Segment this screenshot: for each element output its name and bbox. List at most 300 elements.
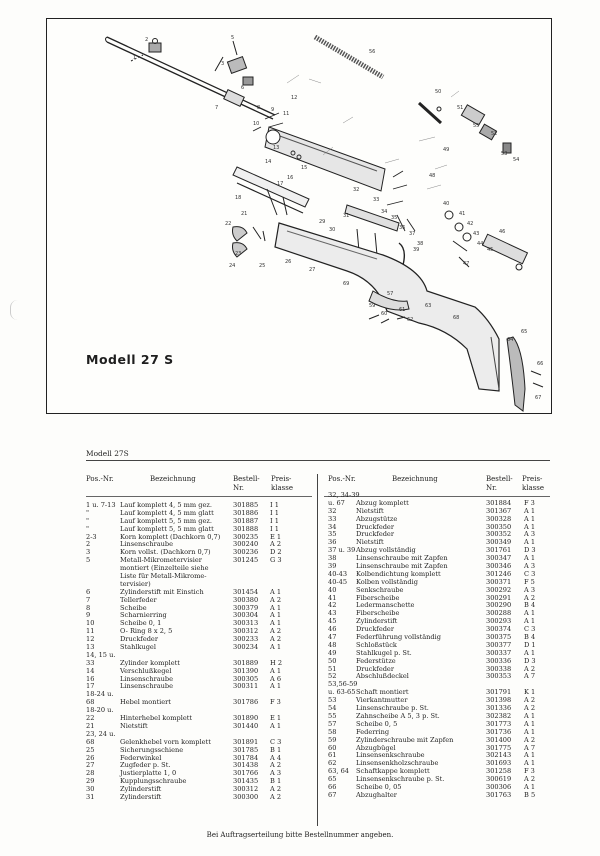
header-pos-right: Pos.-Nr. [328,475,356,483]
callout-number: 33 [373,197,380,203]
callout-number: 34 [381,209,388,215]
callout-number: 51 [457,105,464,111]
callout-number: 25 [259,263,266,269]
name-cell: Federstütze [356,656,396,665]
title-rule [86,460,550,461]
name-cell: Zylinderstift [120,792,162,801]
name-cell: Zylinderschraube mit Zapfen [356,735,454,744]
callout-number: 9 [271,107,275,113]
pos-cell: 49 [328,648,337,657]
callout-number: 41 [459,211,466,217]
name-cell: Zylinder komplett [120,658,180,667]
callout-number: 39 [413,247,420,253]
binding-mark [10,300,25,320]
callout-number: 46 [499,229,506,235]
name-cell: Abschlußdeckel [356,672,409,681]
price-class-cell: A 1 [524,554,536,563]
order-number-cell: 300347 [486,554,512,563]
pos-cell: 41 [328,593,337,602]
price-class-cell: A 2 [524,735,536,744]
order-number-cell: 300380 [233,595,259,604]
name-cell: Federring [356,727,390,736]
price-class-cell: A 2 [270,792,282,801]
name-cell: Hebel montiert [120,698,171,707]
pos-cell: 31 [86,792,95,801]
model-label: Modell 27 S [86,352,174,367]
name-cell: Linsensenkschraube [356,751,425,760]
callout-number: 11 [283,111,290,117]
name-cell: Scheibe [120,603,147,612]
pos-cell: 63, 64 [328,767,349,776]
order-number-cell: 300304 [233,611,259,620]
name-cell: Zylinderstift [120,785,162,794]
order-number-cell: 301890 [233,714,259,723]
name-cell: Linsensenkholzschraube [356,759,439,768]
name-cell: Justierplatte 1, 0 [120,769,177,778]
name-cell: Linsensenkschraube p. St. [356,775,445,784]
name-cell: Druckfeder [356,530,394,539]
pos-cell: 60 [328,743,337,752]
pos-cell: " [86,516,90,525]
pos-cell: 1 u. 7-13 [86,501,116,509]
pos-cell: 17 [86,682,95,691]
price-class-cell: B 4 [524,633,536,642]
callout-number: 53 [501,151,508,157]
pos-cell: 32, 34-39 [328,491,360,499]
price-class-cell: A 1 [524,522,536,531]
pos-cell: 11 [86,627,95,636]
name-cell: Tellerfeder [120,595,157,604]
pos-cell: 40-45 [328,577,348,586]
pos-cell: 45 [328,617,337,626]
name-cell: tervisier) [120,579,151,588]
table-row [86,794,312,802]
price-class-cell: B 1 [270,777,282,786]
name-cell: Abzug vollständig [356,546,416,555]
name-cell: Schaft montiert [356,688,409,697]
price-class-cell: B 4 [524,601,536,610]
pos-cell: 21 [86,721,95,730]
callout-number: 5 [231,35,235,41]
pos-cell: 33 [328,514,337,523]
callout-number: 10 [253,121,260,127]
callout-number: 18 [235,195,242,201]
pos-cell: " [86,524,90,533]
piston-part [445,211,527,270]
price-class-cell: A 2 [270,540,282,549]
pos-cell: 37 u. 39 [328,546,356,555]
price-class-cell: A 2 [524,696,536,705]
header-price-right: Preis- klasse [522,475,544,492]
table-row [328,673,554,681]
callout-number: 13 [273,145,280,151]
price-class-cell: A 1 [270,611,282,620]
pos-cell: 26 [86,753,95,762]
callout-number: 21 [241,211,248,217]
order-number-cell: 301398 [486,696,512,705]
pos-cell: 59 [328,735,337,744]
price-class-cell: A 3 [270,769,282,778]
name-cell: Ledermanschette [356,601,415,610]
callout-number: 56 [369,49,376,55]
price-class-cell: K 1 [524,688,536,697]
order-number-cell: 300371 [486,577,512,586]
pos-cell: 8 [86,603,91,612]
callout-number: 37 [409,231,416,237]
price-class-cell: A 1 [270,682,282,691]
pos-cell: 2 [86,540,91,549]
callout-number: 59 [369,303,376,309]
name-cell: Liste für Metall-Mikrome- [120,572,207,581]
order-number-cell: 301886 [233,508,259,517]
order-number-cell: 300350 [486,522,512,531]
pos-cell: 28 [86,769,95,778]
name-cell: Abzugstütze [356,514,398,523]
price-class-cell: H 2 [270,658,283,667]
callout-number: 65 [521,329,528,335]
price-class-cell: A 2 [524,664,536,673]
callout-number: 27 [309,267,316,273]
order-number-cell: 301400 [486,735,512,744]
name-cell: Gelenkhebel vorn komplett [120,737,211,746]
name-cell: Schaftkappe komplett [356,767,430,776]
price-class-cell: E 1 [270,532,282,541]
callout-number: 17 [277,181,284,187]
pos-cell: 6 [86,587,91,596]
pos-cell: 39 [328,562,337,571]
name-cell: Lauf komplett 5, 5 mm glatt [120,524,214,533]
order-number-cell: 301736 [486,727,512,736]
price-class-cell: A 1 [270,587,282,596]
pos-cell: 12 [86,635,95,644]
order-number-cell: 300240 [233,540,259,549]
name-cell: Stahlkugel p. St. [356,648,412,657]
callout-number: 26 [285,259,292,265]
price-class-cell: F 3 [524,498,535,507]
order-number-cell: 300337 [486,648,512,657]
callout-number: 22 [225,221,232,227]
name-cell: Linsenschraube [120,674,174,683]
pos-cell: 40 [328,585,337,594]
order-number-cell: 301791 [486,688,512,697]
order-number-cell: 301884 [486,498,512,507]
order-number-cell: 300234 [233,643,259,652]
parts-table-left [86,502,312,802]
order-number-cell: 301784 [233,753,259,762]
callout-number: 62 [407,317,414,323]
pos-cell: 38 [328,554,337,563]
mainspring-part [315,37,383,77]
order-number-cell: 300300 [233,792,259,801]
callout-number: 69 [343,281,350,287]
order-number-cell: 301761 [486,546,512,555]
callout-number: 6 [241,85,245,91]
callout-number: 16 [287,175,294,181]
pos-cell: 55 [328,711,337,720]
cocking-lever-part [233,167,309,215]
callout-number: 60 [381,311,388,317]
name-cell: Zylinderstift [356,617,398,626]
table-row [86,723,312,731]
header-order-left: Bestell- Nr. [233,475,260,492]
callout-number: 1 [133,55,137,61]
price-class-cell: A 2 [270,595,282,604]
price-class-cell: C 3 [524,569,536,578]
name-cell: Federführung vollständig [356,633,441,642]
pos-cell: 25 [86,745,95,754]
order-number-cell: 302143 [486,751,512,760]
callout-number: 42 [467,221,474,227]
price-class-cell: A 2 [270,627,282,636]
pos-cell: 48 [328,640,337,649]
name-cell: Kolben vollständig [356,577,418,586]
name-cell: Lauf komplett 4, 5 mm glatt [120,508,214,517]
price-class-cell: A 2 [270,635,282,644]
order-number-cell: 300305 [233,674,259,683]
callout-number: 66 [537,361,544,367]
callout-number: 40 [443,201,450,207]
order-number-cell: 301438 [233,761,259,770]
pos-cell: 42 [328,601,337,610]
callout-number: 45 [487,247,494,253]
order-number-cell: 301785 [233,745,259,754]
pos-cell: 40-43 [328,569,348,578]
order-number-cell: 300328 [486,514,512,523]
callout-number: 23 [235,251,242,257]
name-cell: Zylinderstift mit Einstich [120,587,204,596]
order-number-cell: 300346 [486,562,512,571]
callout-number: 2 [145,37,149,43]
price-class-cell: D 2 [270,548,282,557]
price-class-cell: A 1 [524,648,536,657]
price-class-cell: A 1 [524,727,536,736]
callout-number: 14 [265,159,272,165]
order-number-cell: 300313 [233,619,259,628]
order-number-cell: 301889 [233,658,259,667]
price-class-cell: A 4 [270,753,282,762]
order-number-cell: 301766 [233,769,259,778]
pos-cell: 29 [86,777,95,786]
name-cell: Nietstift [356,506,384,515]
name-cell: Fiberscheibe [356,593,400,602]
price-class-cell: A 1 [524,514,536,523]
price-class-cell: A 2 [270,785,282,794]
table-row [86,683,312,691]
pos-cell: 22 [86,714,95,723]
order-number-cell: 300379 [233,603,259,612]
order-number-cell: 301245 [233,556,259,565]
order-number-cell: 301891 [233,737,259,746]
pos-cell: 18-24 u. [86,690,114,699]
name-cell: Kupplungsschraube [120,777,187,786]
price-class-cell: F 3 [270,698,281,707]
order-number-cell: 301763 [486,790,512,799]
name-cell: Korn vollst. (Dachkorn 0,7) [120,548,211,557]
column-divider [317,474,318,826]
name-cell: Druckfeder [356,522,394,531]
price-class-cell: A 1 [270,721,282,730]
price-class-cell: F 3 [524,767,535,776]
order-number-cell: 301246 [486,569,512,578]
pos-cell: 13 [86,643,95,652]
name-cell: Scharnierring [120,611,167,620]
name-cell: Linsenschraube [120,540,174,549]
pos-cell: 18-20 u. [86,706,114,715]
name-cell: Fiberscheibe [356,609,400,618]
price-class-cell: I 1 [270,524,279,533]
order-number-cell: 300352 [486,530,512,539]
price-class-cell: A 1 [524,751,536,760]
name-cell: Metall-Mikrometervisier [120,556,202,565]
header-pos-left: Pos.-Nr. [86,475,114,483]
callout-number: 47 [463,261,470,267]
order-number-cell: 300374 [486,625,512,634]
order-number-cell: 300377 [486,640,512,649]
order-number-cell: 301773 [486,719,512,728]
callout-number: 52 [491,131,498,137]
callout-number: 15 [301,165,308,171]
header-order-right: Bestell- Nr. [486,475,513,492]
order-number-cell: 301454 [233,587,259,596]
callout-number: 57 [387,291,394,297]
price-class-cell: I 1 [270,516,279,525]
price-class-cell: A 1 [270,643,282,652]
header-price-left: Preis- klasse [271,475,293,492]
price-class-cell: I 1 [270,501,279,509]
pos-cell: 33 [86,658,95,667]
order-number-cell: 301888 [233,524,259,533]
price-class-cell: A 7 [524,672,536,681]
name-cell: Linsenschraube mit Zapfen [356,562,448,571]
pos-cell: u. 63-65 [328,688,356,697]
pos-cell: 68 [86,698,95,707]
price-class-cell: A 3 [524,585,536,594]
callout-number: 54 [513,157,520,163]
order-number-cell: 301786 [233,698,259,707]
price-class-cell: A 3 [524,562,536,571]
order-number-cell: 301887 [233,516,259,525]
order-number-cell: 301336 [486,704,512,713]
price-class-cell: A 2 [524,593,536,602]
table-row [328,792,554,800]
pos-cell: u. 67 [328,498,345,507]
callout-number: 48 [429,173,436,179]
price-class-cell: I 1 [270,508,279,517]
callout-number: 3 [221,61,225,67]
name-cell: Linsenschraube p. St. [356,704,429,713]
order-number-cell: 301693 [486,759,512,768]
order-number-cell: 300349 [486,538,512,547]
order-number-cell: 301440 [233,721,259,730]
parts-table-right [328,492,554,800]
pos-cell: 61 [328,751,337,760]
pos-cell: 57 [328,719,337,728]
name-cell: Abzug komplett [356,498,409,507]
price-class-cell: A 1 [524,782,536,791]
price-class-cell: A 1 [524,759,536,768]
pos-cell: 7 [86,595,91,604]
pos-cell: 62 [328,759,337,768]
header-name-right: Bezeichnung [392,475,438,483]
pos-cell: 3 [86,548,91,557]
price-class-cell: A 1 [524,719,536,728]
order-number-cell: 301885 [233,501,259,509]
price-class-cell: A 3 [524,530,536,539]
price-class-cell: G 3 [270,556,282,565]
pos-cell: 23, 24 u. [86,729,116,738]
name-cell: montiert (Einzelteile siehe [120,564,209,573]
pos-cell: 9 [86,611,91,620]
order-number-cell: 300336 [486,656,512,665]
callout-number: 8 [257,105,261,111]
price-class-cell: A 1 [270,666,282,675]
order-number-cell: 300306 [486,782,512,791]
pos-cell: 68 [86,737,95,746]
price-class-cell: A 2 [270,761,282,770]
pos-cell: 52 [328,672,337,681]
price-class-cell: D 3 [524,656,536,665]
pos-cell: 16 [86,674,95,683]
name-cell: Kolbendichtung komplett [356,569,441,578]
name-cell: Abzughalter [356,790,397,799]
callout-number: 68 [453,315,460,321]
order-number-cell: 301390 [233,666,259,675]
name-cell: Nietstift [120,721,148,730]
order-number-cell: 300619 [486,775,512,784]
pos-cell: 35 [328,530,337,539]
callout-number: 31 [343,213,350,219]
pos-cell: 5 [86,556,91,565]
order-number-cell: 300375 [486,633,512,642]
price-class-cell: A 1 [524,506,536,515]
pos-cell: " [86,508,90,517]
table-row [86,644,312,652]
price-class-cell: A 2 [524,775,536,784]
callout-number: 61 [399,307,406,313]
pos-cell: 66 [328,782,337,791]
price-class-cell: A 6 [270,674,282,683]
name-cell: Senkschraube [356,585,404,594]
pos-cell: 58 [328,727,337,736]
callout-number: 43 [473,231,480,237]
price-class-cell: D 1 [524,640,536,649]
name-cell: Druckfeder [356,664,394,673]
name-cell: Korn komplett (Dachkorn 0,7) [120,532,221,541]
order-number-cell: 300311 [233,682,259,691]
pos-cell: 10 [86,619,95,628]
name-cell: Linsenschraube mit Zapfen [356,554,448,563]
pos-cell: 67 [328,790,337,799]
pos-cell: 53 [328,696,337,705]
header-name-left: Bezeichnung [150,475,196,483]
header-rule-left [86,496,312,497]
name-cell: Zugfeder p. St. [120,761,171,770]
pos-cell: 14 [86,666,95,675]
name-cell: Scheibe 0, 1 [120,619,162,628]
price-class-cell: A 1 [270,603,282,612]
callout-number: 64 [507,337,514,343]
pos-cell: 47 [328,633,337,642]
pos-cell: 2-3 [86,532,97,541]
order-number-cell: 300292 [486,585,512,594]
pos-cell: 50 [328,656,337,665]
name-cell: Scheibe 0, 5 [356,719,398,728]
callout-number: 12 [291,95,298,101]
price-class-cell: A 7 [524,743,536,752]
callout-number: 44 [477,241,484,247]
order-number-cell: 300236 [233,548,259,557]
footer-note: Bei Auftragserteilung bitte Bestellnummer angeben. [206,831,394,839]
